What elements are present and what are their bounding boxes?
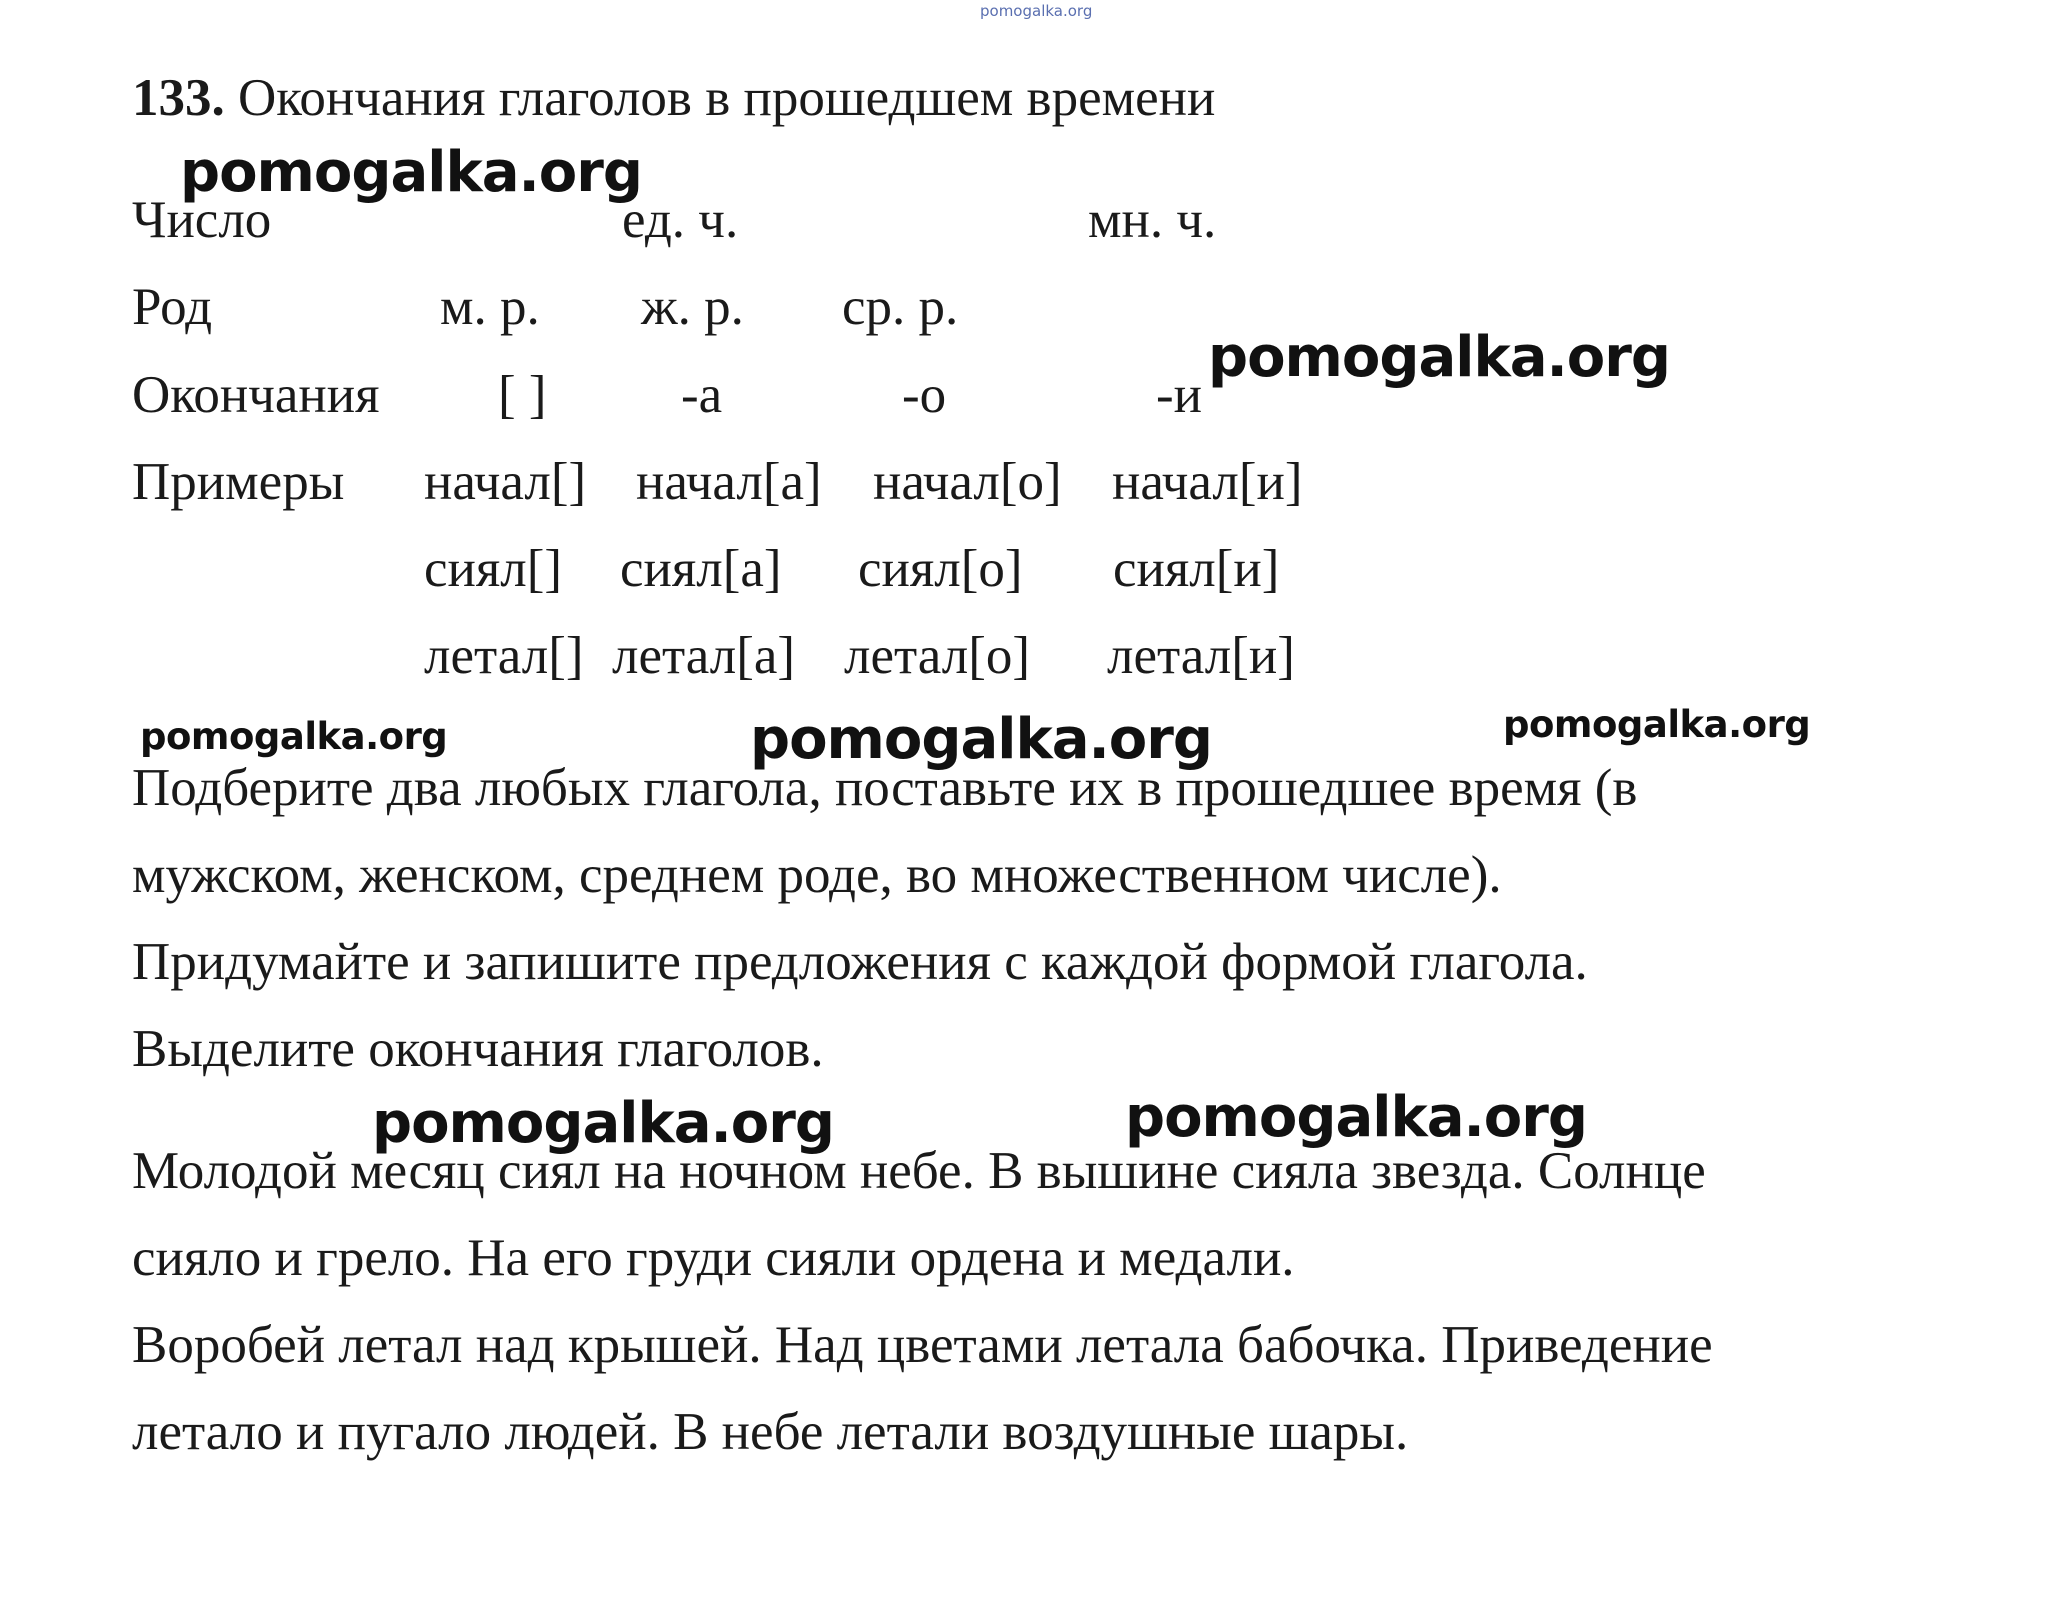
example-cell: начал[и]: [1112, 453, 1303, 511]
watermark: pomogalka.org: [372, 1091, 834, 1156]
header-watermark: pomogalka.org: [980, 2, 1093, 20]
example-cell: сиял[о]: [858, 540, 1023, 598]
watermark: pomogalka.org: [1208, 325, 1670, 390]
example-cell: летал[а]: [612, 627, 796, 685]
answer-line: Воробей летал над крышей. Над цветами летала бабочка. Приведение: [132, 1316, 1713, 1374]
row-gender-label: Род: [132, 278, 213, 336]
row-number-label: Число: [132, 191, 272, 249]
task-line: Выделите окончания глаголов.: [132, 1020, 824, 1078]
answer-line: сияло и грело. На его груди сияли ордена и медали.: [132, 1229, 1295, 1287]
row-examples-label: Примеры: [132, 453, 345, 511]
row-gender-fem: ж. р.: [641, 278, 744, 336]
row-endings-fem: -а: [681, 366, 723, 424]
watermark: pomogalka.org: [140, 715, 448, 758]
example-cell: летал[и]: [1107, 627, 1295, 685]
answer-line: летало и пугало людей. В небе летали воздушные шары.: [132, 1403, 1409, 1461]
example-cell: летал[]: [424, 627, 584, 685]
example-cell: начал[а]: [636, 453, 822, 511]
exercise-title: Окончания глаголов в прошедшем времени: [238, 69, 1216, 127]
example-cell: начал[]: [424, 453, 587, 511]
row-gender-neut: ср. р.: [842, 278, 959, 336]
row-endings-neut: -о: [902, 366, 947, 424]
task-line: мужском, женском, среднем роде, во множественном числе).: [132, 846, 1502, 904]
row-number-singular: ед. ч.: [622, 191, 739, 249]
example-cell: сиял[а]: [620, 540, 782, 598]
row-endings-plural: -и: [1156, 366, 1203, 424]
watermark: pomogalka.org: [1503, 703, 1811, 746]
watermark: pomogalka.org: [180, 140, 642, 205]
example-cell: летал[о]: [844, 627, 1031, 685]
answer-line: Молодой месяц сиял на ночном небе. В вышине сияла звезда. Солнце: [132, 1142, 1706, 1200]
example-cell: сиял[]: [424, 540, 563, 598]
exercise-heading: [132, 69, 1216, 127]
row-number-plural: мн. ч.: [1088, 191, 1217, 249]
example-cell: сиял[и]: [1113, 540, 1280, 598]
row-endings-label: Окончания: [132, 366, 380, 424]
watermark: pomogalka.org: [1125, 1085, 1587, 1150]
exercise-number: 133.: [132, 69, 225, 127]
row-gender-masc: м. р.: [440, 278, 540, 336]
example-cell: начал[о]: [873, 453, 1062, 511]
task-line: Подберите два любых глагола, поставьте их в прошедшее время (в: [132, 759, 1638, 817]
task-line: Придумайте и запишите предложения с каждой формой глагола.: [132, 933, 1588, 991]
watermark: pomogalka.org: [750, 707, 1212, 772]
row-endings-masc: [ ]: [498, 366, 547, 424]
